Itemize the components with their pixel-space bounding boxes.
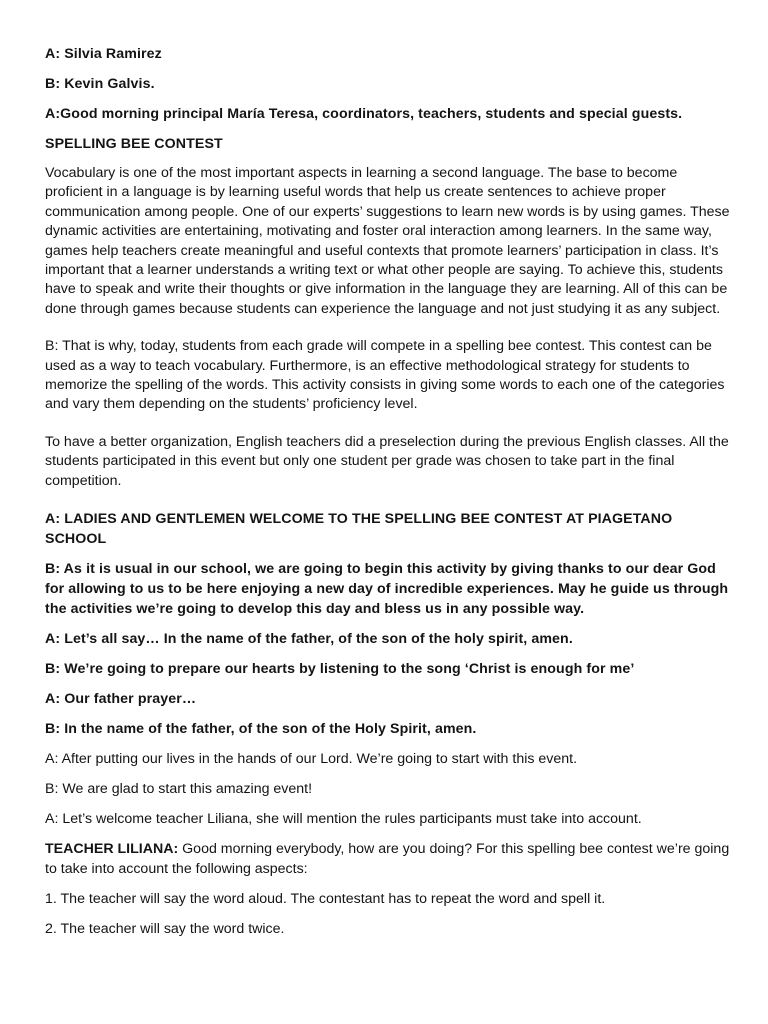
glad-line: B: We are glad to start this amazing event! bbox=[45, 781, 313, 798]
prayer-line: A: Our father prayer… bbox=[45, 691, 197, 708]
song-line: B: We’re going to prepare our hearts by listening to the song ‘Christ is enough for me’ bbox=[45, 661, 635, 678]
rule-1: 1. The teacher will say the word aloud. The contestant has to repeat the word and spell it. bbox=[45, 891, 606, 908]
welcome-line: A: LADIES AND GENTLEMEN WELCOME TO THE SPELLING BEE CONTEST AT PIAGETANO SCHOOL bbox=[45, 511, 673, 548]
amen-line: B: In the name of the father, of the son of the Holy Spirit, amen. bbox=[45, 721, 477, 738]
start-event-line: A: After putting our lives in the hands of our Lord. We’re going to start with this event. bbox=[45, 751, 578, 768]
paragraph-organization: To have a better organization, English teachers did a preselection during the previous English classes. All the students participated in this event but only one student per grade was chosen to take part in the final competition. bbox=[45, 433, 729, 489]
rule-2: 2. The teacher will say the word twice. bbox=[45, 921, 285, 938]
speaker-a-intro: A: Silvia Ramirez bbox=[45, 46, 162, 62]
liliana-text: Good morning everybody, how are you doing? For this spelling bee contest we’re going to take into account the following aspects: bbox=[45, 841, 730, 878]
paragraph-b-contest: B: That is why, today, students from each grade will compete in a spelling bee contest. This contest can be used as a way to teach vocabulary. Furthermore, is an effective methodological strategy for students to memorize the spelling of the words. This activity consists in giving some words to each one of the categories and vary them depending on the students’ proficiency level. bbox=[45, 338, 725, 413]
contest-heading: SPELLING BEE CONTEST bbox=[45, 136, 223, 152]
liliana-paragraph bbox=[45, 839, 735, 879]
greeting-line: A:Good morning principal María Teresa, coordinators, teachers, students and special guests. bbox=[45, 106, 683, 122]
liliana-label: TEACHER LILIANA: bbox=[45, 841, 179, 858]
thanks-line: B: As it is usual in our school, we are going to begin this activity by giving thanks to our dear God for allowing to us to be here enjoying a new day of incredible experiences. May he guide us through the activities we’re going to develop this day and bless us in any possible way. bbox=[45, 561, 729, 618]
document-page bbox=[45, 44, 735, 949]
welcome-liliana-line: A: Let’s welcome teacher Liliana, she will mention the rules participants must take into account. bbox=[45, 811, 642, 828]
lets-say-line: A: Let’s all say… In the name of the father, of the son of the holy spirit, amen. bbox=[45, 631, 573, 648]
paragraph-vocabulary: Vocabulary is one of the most important aspects in learning a second language. The base to become proficient in a language is by learning useful words that help us create sentences to achieve proper communication among people. One of our experts’ suggestions to learn new words is by using games. These dynamic activities are entertaining, motivating and foster oral interaction among learners. In the same way, games help teachers create meaningful and useful contexts that promote learners’ participation in class. It’s important that a learner understands a writing text or what other people are saying. To achieve this, students have to speak and write their thoughts or give information in the language they are learning. All of this can be done through games because students can experience the language and not just studying it as any subject. bbox=[45, 165, 730, 317]
speaker-b-intro: B: Kevin Galvis. bbox=[45, 76, 155, 92]
